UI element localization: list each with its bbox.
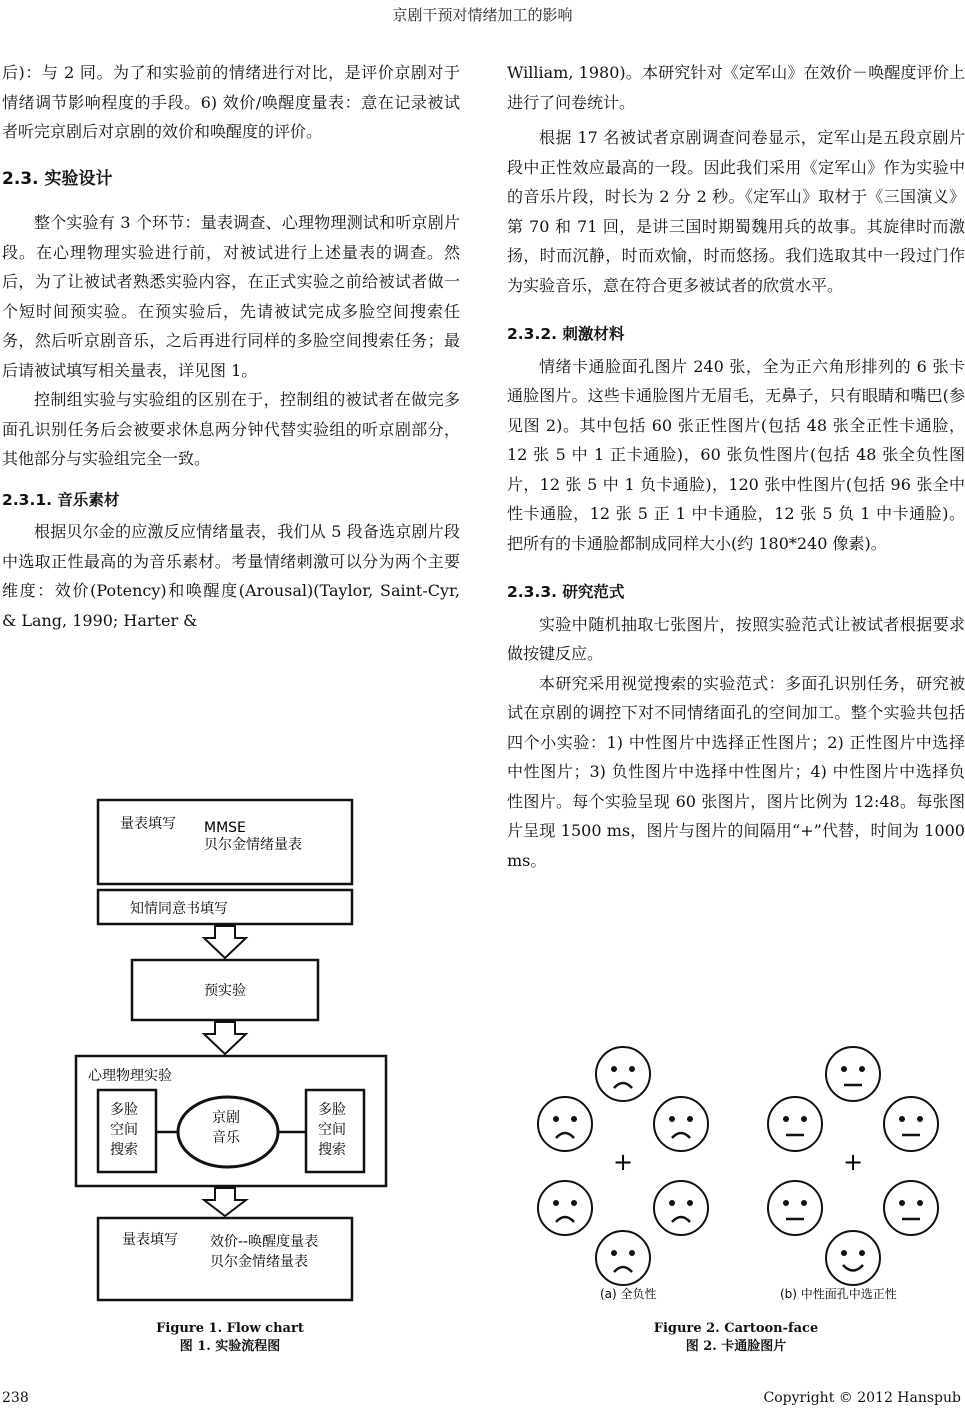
box-text: 空间 bbox=[318, 1122, 346, 1138]
paragraph: 整个实验有 3 个环节：量表调查、心理物理测试和听京剧片段。在心理物理实验进行前，对被试进行上述量表的调查。然后，为了让被试者熟悉实验内容，在正式实验之前给被试者做一个短时间预实验。在预实验后，先请被试完成多脸空间搜索任务，然后听京剧音乐，之后再进行同样的多脸空间搜索任务；最后请被试填写相关量表，详见图 1。 bbox=[2, 213, 460, 380]
sad-face-icon bbox=[538, 1097, 592, 1151]
neutral-face-icon bbox=[884, 1097, 938, 1151]
paragraph: 根据贝尔金的应激反应情绪量表，我们从 5 段备选京剧片段中选取正性最高的为音乐素材。考量情绪刺激可以分为两个主要维度：效价(Potency)和唤醒度(Arousal)(Taylor, Saint-Cyr, & Lang, 1990; Harter & bbox=[2, 522, 460, 630]
page-number: 238 bbox=[2, 1390, 29, 1406]
neutral-face-icon bbox=[768, 1097, 822, 1151]
paragraph: 根据 17 名被试者京剧调查问卷显示，定军山是五段京剧片段中正性效应最高的一段。因此我们采用《定军山》作为实验中的音乐片段，时长为 2 分 2 秒。《定军山》取材于《三国演义》第 70 和 71 回，是讲三国时期蜀魏用兵的故事。其旋律时而激扬，时而沉静，时而欢愉，时而悠扬。我们选取其中一段过门作为实验音乐，意在符合更多被试者的欣赏水平。 bbox=[507, 128, 965, 295]
sad-face-icon bbox=[596, 1231, 650, 1285]
sad-face-icon bbox=[654, 1181, 708, 1235]
box-text: 贝尔金情绪量表 bbox=[210, 1254, 308, 1270]
subsection-heading: 2.3.1. 音乐素材 bbox=[2, 490, 120, 509]
box-label: 知情同意书填写 bbox=[130, 901, 228, 917]
copyright-notice: Copyright © 2012 Hanspub bbox=[763, 1390, 961, 1406]
face-panel-a bbox=[538, 1047, 708, 1285]
right-column bbox=[507, 58, 965, 875]
face-panel-b bbox=[768, 1047, 938, 1285]
box-text: 效价--唤醒度量表 bbox=[210, 1234, 319, 1250]
box-text: 音乐 bbox=[212, 1130, 240, 1146]
box-label: 预实验 bbox=[204, 983, 246, 999]
caption-en: Figure 2. Cartoon-face bbox=[653, 1321, 819, 1336]
flow-chart-figure bbox=[70, 792, 400, 1304]
fixation-cross: + bbox=[612, 1148, 634, 1176]
left-column bbox=[2, 58, 460, 635]
box-text: 搜索 bbox=[110, 1142, 138, 1158]
box-text: 多脸 bbox=[318, 1102, 346, 1118]
caption-zh: 图 2. 卡通脸图片 bbox=[685, 1339, 787, 1354]
box-text: MMSE bbox=[204, 820, 246, 836]
paragraph: 情绪卡通脸面孔图片 240 张，全为正六角形排列的 6 张卡通脸图片。这些卡通脸图片无眉毛，无鼻子，只有眼睛和嘴巴(参见图 2)。其中包括 60 张正性图片(包括 48 张全正性卡通脸，12 张 5 中 1 正卡通脸)，60 张负性图片(包括 48 张全负性图片，12 张 5 中 1 负卡通脸)，120 张中性图片(包括 96 张全中性卡通脸，12 张 5 正 1 中卡通脸，12 张 5 负 1 中卡通脸)。把所有的卡通脸都制成同样大小(约 180*240 像素)。 bbox=[507, 356, 965, 553]
paragraph: William, 1980)。本研究针对《定军山》在效价－唤醒度评价上进行了问卷统计。 bbox=[507, 63, 965, 112]
caption-en: Figure 1. Flow chart bbox=[156, 1321, 304, 1336]
paragraph: 实验中随机抽取七张图片，按照实验范式让被试者根据要求做按键反应。 bbox=[507, 614, 965, 663]
running-header: 京剧干预对情绪加工的影响 bbox=[392, 6, 573, 24]
box-label: 量表填写 bbox=[122, 1232, 178, 1248]
cartoon-face-figure bbox=[530, 1036, 950, 1306]
neutral-face-icon bbox=[768, 1181, 822, 1235]
subfigure-label-b: (b) 中性面孔中选正性 bbox=[780, 1287, 897, 1301]
figure-1-caption bbox=[30, 1320, 430, 1356]
box-text: 空间 bbox=[110, 1122, 138, 1138]
caption-zh: 图 1. 实验流程图 bbox=[179, 1339, 281, 1354]
subfigure-label-a: (a) 全负性 bbox=[600, 1287, 657, 1301]
box-text: 多脸 bbox=[110, 1102, 138, 1118]
paragraph: 本研究采用视觉搜索的实验范式：多面孔识别任务，研究被试在京剧的调控下对不同情绪面孔的空间加工。整个实验共包括四个小实验：1) 中性图片中选择正性图片；2) 正性图片中选择中性图片；3) 负性图片中选择中性图片；4) 中性图片中选择负性图片。每个实验呈现 60 张图片，图片比例为 12:48。每张图片呈现 1500 ms，图片与图片的间隔用“+”代替，时间为 1000 ms。 bbox=[507, 673, 965, 870]
subsection-heading: 2.3.2. 刺激材料 bbox=[507, 325, 625, 343]
box-text: 京剧 bbox=[212, 1110, 240, 1126]
box-text: 搜索 bbox=[318, 1142, 346, 1158]
paragraph: 控制组实验与实验组的区别在于，控制组的被试者在做完多面孔识别任务后会被要求休息两分钟代替实验组的听京剧部分，其他部分与实验组完全一致。 bbox=[2, 390, 460, 468]
sad-face-icon bbox=[654, 1097, 708, 1151]
sad-face-icon bbox=[596, 1047, 650, 1101]
subsection-heading: 2.3.3. 研究范式 bbox=[507, 583, 625, 601]
fixation-cross: + bbox=[842, 1148, 864, 1176]
section-heading: 2.3. 实验设计 bbox=[2, 168, 113, 189]
sad-face-icon bbox=[538, 1181, 592, 1235]
figure-2-caption bbox=[536, 1320, 936, 1356]
paragraph: 后)：与 2 同。为了和实验前的情绪进行对比，是评价京剧对于情绪调节影响程度的手段。6) 效价/唤醒度量表：意在记录被试者听完京剧后对京剧的效价和唤醒度的评价。 bbox=[2, 63, 460, 141]
box-label: 量表填写 bbox=[120, 816, 176, 832]
neutral-face-icon bbox=[826, 1047, 880, 1101]
box-label: 心理物理实验 bbox=[88, 1068, 172, 1084]
neutral-face-icon bbox=[884, 1181, 938, 1235]
box-text: 贝尔金情绪量表 bbox=[204, 837, 302, 853]
happy-face-icon bbox=[826, 1231, 880, 1285]
